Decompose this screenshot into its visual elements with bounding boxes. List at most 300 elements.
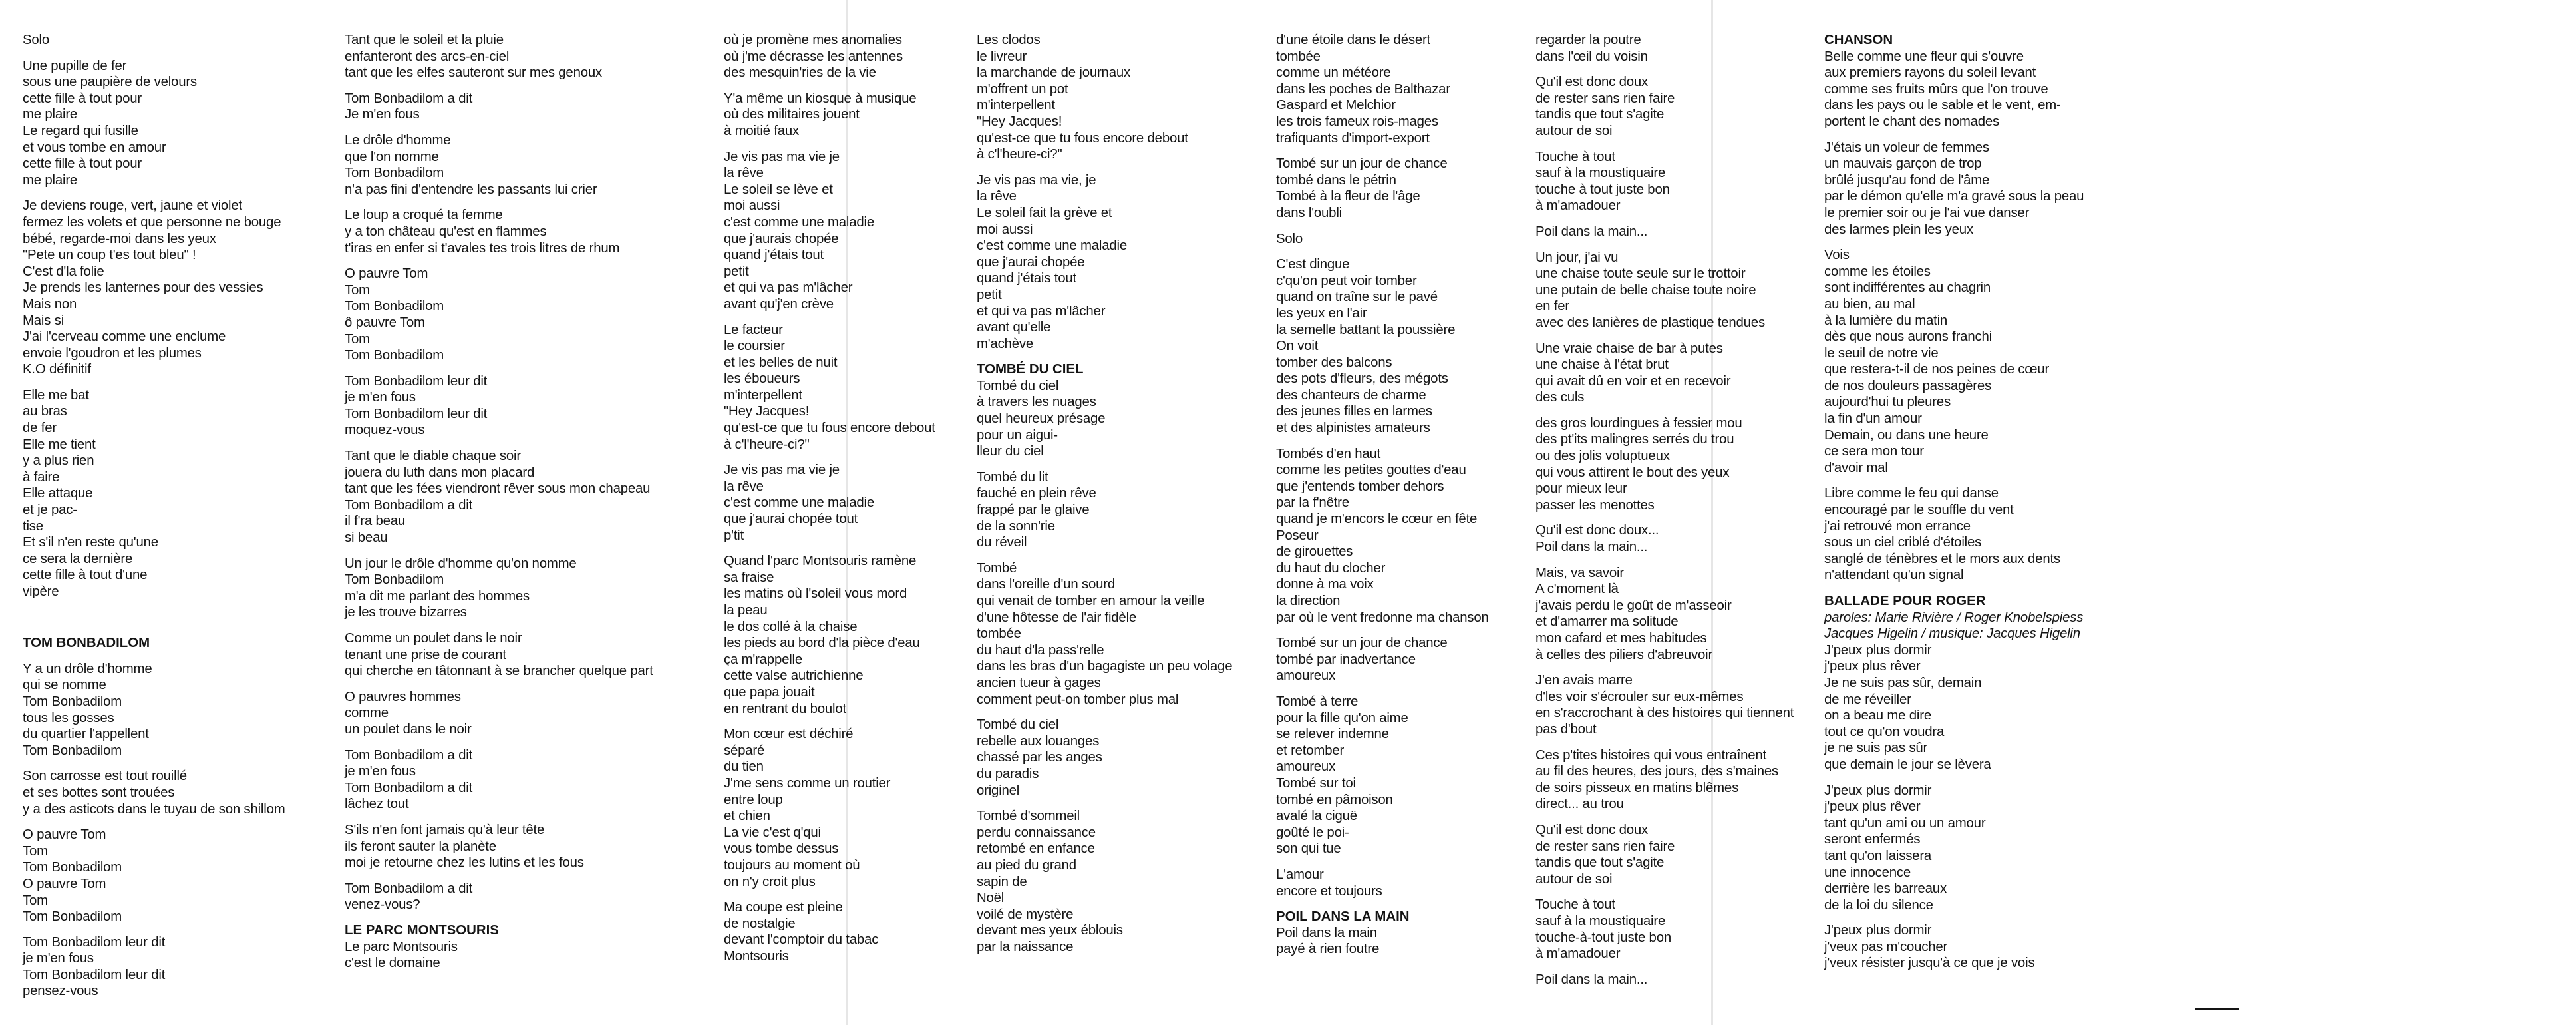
- lyric-line: la fin d'un amour: [1824, 411, 1922, 427]
- lyric-line: Qu'il est donc doux: [1535, 75, 1648, 90]
- lyric-line: Tom Bonbadilom a dit: [345, 497, 473, 512]
- lyric-line: rebelle aux louanges: [977, 733, 1100, 749]
- lyric-line: et retomber: [1276, 743, 1345, 758]
- lyrics-column-2: [345, 32, 653, 972]
- lyric-line: fermez les volets et que personne ne bouge: [23, 214, 281, 230]
- lyric-line: d'avoir mal: [1824, 460, 1888, 475]
- stanza: [1535, 897, 1794, 962]
- stanza-gap: [1276, 684, 1489, 694]
- lyric-line: Je ne suis pas sûr, demain: [1824, 675, 1982, 690]
- lyric-line: Tom Bonbadilom a dit: [345, 780, 473, 795]
- lyric-line: et je pac-: [23, 503, 77, 518]
- lyrics-column-7: [1824, 32, 2084, 972]
- lyric-line: à m'amadouer: [1535, 946, 1621, 962]
- lyric-line: séparé: [724, 743, 765, 758]
- lyric-line: t'iras en enfer si t'avales tes trois litres de rhum: [345, 240, 620, 256]
- stanza: [1276, 256, 1489, 437]
- lyric-line: goûté le poi-: [1276, 825, 1349, 840]
- lyric-line: passer les menottes: [1535, 497, 1655, 512]
- lyric-line: d'une étoile dans le désert: [1276, 33, 1431, 47]
- stanza: [1824, 642, 2084, 773]
- stanza: [23, 32, 285, 49]
- lyrics-column-3: [724, 32, 935, 964]
- lyric-line: la rêve: [724, 166, 764, 181]
- lyric-line: cette fille à tout d'une: [23, 568, 148, 583]
- stanza-gap: [345, 680, 653, 689]
- stanza: [23, 768, 285, 817]
- lyric-line: Tom Bonbadilom: [23, 743, 122, 758]
- song-title: BALLADE POUR ROGER: [1824, 594, 1986, 608]
- lyric-line: touche à tout juste bon: [1535, 182, 1670, 197]
- stanza: [1276, 32, 1489, 146]
- lyric-line: qui cherche en tâtonnant à se brancher quelque part: [345, 664, 653, 679]
- lyric-line: de fer: [23, 421, 57, 436]
- lyric-line: quand je m'encors le cœur en fête: [1276, 512, 1478, 527]
- lyric-line: amoureux: [1276, 668, 1336, 684]
- stanza-gap: [977, 460, 1232, 469]
- lyric-line: retombé en enfance: [977, 841, 1095, 857]
- lyric-line: O pauvres hommes: [345, 689, 461, 704]
- lyric-line: à travers les nuages: [977, 395, 1096, 410]
- stanza: [977, 469, 1232, 551]
- stanza-gap: [1535, 556, 1794, 565]
- stanza-gap: [23, 188, 285, 198]
- lyric-line: Le loup a croqué ta femme: [345, 208, 503, 223]
- lyric-line: qui vous attirent le bout des yeux: [1535, 465, 1730, 480]
- lyric-line: ancien tueur à gages: [977, 675, 1101, 690]
- lyric-line: Le drôle d'homme: [345, 132, 451, 148]
- lyric-line: et des alpinistes amateurs: [1276, 421, 1430, 436]
- lyric-line: ô pauvre Tom: [345, 315, 425, 330]
- stanza: [724, 32, 935, 81]
- lyric-line: Ma coupe est pleine: [724, 900, 843, 915]
- lyric-line: entre loup: [724, 792, 783, 807]
- lyric-line: sauf à la moustiquaire: [1535, 166, 1666, 181]
- lyric-line: Demain, ou dans une heure: [1824, 427, 1989, 443]
- lyric-line: à c'l'heure-ci?": [724, 437, 810, 452]
- stanza-gap: [1535, 140, 1794, 149]
- stanza-gap: [977, 551, 1232, 560]
- lyric-line: où je promène mes anomalies: [724, 33, 902, 47]
- lyric-line: Touche à tout: [1535, 149, 1615, 164]
- lyric-line: tombé par inadvertance: [1276, 652, 1416, 667]
- lyric-line: et vous tombe en amour: [23, 140, 166, 155]
- lyric-line: Tom Bonbadilom leur dit: [23, 934, 166, 950]
- lyric-line: c'qu'on peut voir tomber: [1276, 273, 1417, 288]
- stanza-gap: [1824, 584, 2084, 593]
- stanza-gap: [345, 813, 653, 822]
- lyric-line: La vie c'est q'qui: [724, 825, 821, 840]
- stanza: [1276, 867, 1489, 899]
- stanza-gap: [345, 256, 653, 266]
- lyric-line: Et s'il n'en reste qu'une: [23, 535, 158, 550]
- lyric-line: de rester sans rien faire: [1535, 91, 1675, 106]
- lyric-line: "Pete un coup t'es tout bleu" !: [23, 248, 196, 263]
- stanza: [23, 610, 285, 626]
- lyric-line: les trois fameux rois-mages: [1276, 114, 1438, 129]
- lyric-line: me plaire: [23, 172, 78, 188]
- stanza-gap: [724, 313, 935, 322]
- lyric-line: des chanteurs de charme: [1276, 387, 1426, 403]
- lyric-line: envoie l'goudron et les plumes: [23, 345, 202, 361]
- lyric-line: Poil dans la main...: [1535, 540, 1648, 555]
- stanza-gap: [1535, 240, 1794, 250]
- stanza-gap: [345, 871, 653, 881]
- lyric-line: regarder la poutre: [1535, 33, 1641, 47]
- lyric-line: et d'amarrer ma solitude: [1535, 614, 1679, 630]
- lyric-line: je m'en fous: [23, 951, 94, 966]
- lyric-line: un poulet dans le noir: [345, 721, 472, 737]
- lyric-line: portent le chant des nomades: [1824, 114, 2000, 129]
- stanza-gap: [724, 81, 935, 91]
- lyric-line: petit: [977, 287, 1002, 302]
- lyric-line: je les trouve bizarres: [345, 605, 467, 620]
- lyric-line: que j'aurai chopée: [977, 254, 1085, 270]
- lyric-line: Qu'il est donc doux: [1535, 822, 1648, 837]
- lyric-line: c'est comme une maladie: [724, 214, 874, 230]
- lyric-line: Tom: [345, 282, 370, 298]
- stanza-gap: [345, 81, 653, 91]
- lyric-line: que j'entends tomber dehors: [1276, 479, 1444, 494]
- stanza: [1824, 140, 2084, 238]
- lyric-line: la direction: [1276, 594, 1341, 608]
- lyric-line: en s'raccrochant à des histoires qui tiennent: [1535, 706, 1794, 721]
- lyric-line: Tombé du lit: [977, 469, 1048, 485]
- lyric-line: je ne suis pas sûr: [1824, 741, 1928, 756]
- lyric-line: j'avais perdu le goût de m'asseoir: [1535, 598, 1732, 613]
- lyric-line: Tant que le diable chaque soir: [345, 449, 521, 464]
- stanza: [1276, 925, 1489, 958]
- lyric-line: à faire: [23, 469, 60, 485]
- lyric-line: à la lumière du matin: [1824, 313, 1948, 328]
- lyric-line: Tom Bonbadilom: [23, 694, 122, 709]
- stanza: [1535, 822, 1794, 887]
- lyric-line: de rester sans rien faire: [1535, 839, 1675, 854]
- lyric-line: moi aussi: [724, 198, 780, 214]
- stanza: [23, 934, 285, 1000]
- song-title-block: [1824, 593, 2084, 610]
- lyric-line: j'peux plus rêver: [1824, 799, 1921, 815]
- lyric-line: au fil des heures, des jours, des s'maines: [1535, 764, 1778, 779]
- stanza-gap: [1535, 738, 1794, 747]
- lyric-line: avant qu'j'en crève: [724, 296, 834, 311]
- lyric-line: je m'en fous: [345, 390, 416, 405]
- lyric-line: j'peux plus rêver: [1824, 659, 1921, 674]
- stanza-gap: [345, 546, 653, 556]
- lyric-line: autour de soi: [1535, 871, 1613, 887]
- lyric-line: à c'l'heure-ci?": [977, 147, 1062, 162]
- lyric-line: le livreur: [977, 49, 1027, 64]
- end-rule: [2195, 1008, 2239, 1010]
- lyric-line: dans les poches de Balthazar: [1276, 81, 1450, 97]
- stanza-gap: [345, 621, 653, 630]
- song-credits: [1824, 610, 2084, 642]
- stanza: [977, 717, 1232, 799]
- lyric-line: J'peux plus dormir: [1824, 923, 1932, 938]
- lyric-line: lâchez tout: [345, 797, 409, 812]
- lyric-line: du paradis: [977, 766, 1039, 781]
- lyric-line: les pieds au bord d'la pièce d'eau: [724, 636, 920, 651]
- lyric-line: Solo: [23, 33, 50, 47]
- lyric-line: m'achève: [977, 336, 1034, 351]
- lyric-line: Une pupille de fer: [23, 58, 127, 73]
- lyric-line: se relever indemne: [1276, 727, 1389, 742]
- stanza-gap: [345, 123, 653, 132]
- lyric-line: autour de soi: [1535, 123, 1613, 138]
- lyric-line: tombée: [977, 626, 1021, 642]
- lyric-line: Tom: [345, 331, 370, 347]
- lyric-line: au pied du grand: [977, 857, 1076, 873]
- lyric-line: j'veux résister jusqu'à ce que je vois: [1824, 956, 2035, 971]
- lyric-line: jouera du luth dans mon placard: [345, 465, 535, 480]
- stanza: [1276, 635, 1489, 684]
- lyric-line: Tom Bonbadilom leur dit: [345, 406, 488, 421]
- lyric-line: les éboueurs: [724, 371, 800, 387]
- lyric-line: Tom Bonbadilom a dit: [345, 91, 473, 106]
- lyrics-column-4: [977, 32, 1232, 955]
- lyric-line: tise: [23, 518, 43, 534]
- stanza: [1276, 446, 1489, 626]
- lyric-line: dans les bras d'un bagagiste un peu volage: [977, 659, 1233, 674]
- stanza: [345, 266, 653, 364]
- lyric-line: avalé la ciguë: [1276, 809, 1357, 824]
- lyric-line: venez-vous?: [345, 897, 420, 913]
- stanza: [345, 132, 653, 198]
- lyric-line: Tombés d'en haut: [1276, 446, 1381, 461]
- lyric-line: Libre comme le feu qui danse: [1824, 486, 1999, 501]
- lyric-line: Tombé: [977, 560, 1017, 576]
- lyric-line: perdu connaissance: [977, 825, 1096, 840]
- lyric-line: ça m'rappelle: [724, 652, 803, 667]
- lyric-line: derrière les barreaux: [1824, 881, 1947, 897]
- lyric-line: une chaise toute seule sur le trottoir: [1535, 266, 1746, 282]
- lyric-line: et qui va pas m'lâcher: [724, 280, 853, 296]
- stanza-gap: [1824, 773, 2084, 783]
- stanza: [1276, 231, 1489, 248]
- lyric-line: aujourd'hui tu pleures: [1824, 395, 1951, 410]
- stanza-gap: [1535, 331, 1794, 341]
- lyric-line: la peau: [724, 603, 768, 618]
- lyric-line: tombé dans le pétrin: [1276, 172, 1396, 188]
- lyric-line: petit: [724, 264, 749, 279]
- lyric-line: "Hey Jacques!: [724, 404, 810, 419]
- song-title-block: [345, 922, 653, 939]
- lyric-line: me plaire: [23, 107, 78, 122]
- stanza-gap: [1535, 214, 1794, 224]
- lyric-line: payé à rien foutre: [1276, 942, 1380, 957]
- lyric-line: Poil dans la main: [1276, 925, 1377, 940]
- stanza: [1824, 485, 2084, 584]
- lyric-line: sont indifférentes au chagrin: [1824, 280, 1991, 296]
- lyric-line: S'ils n'en font jamais qu'à leur tête: [345, 822, 545, 837]
- lyric-line: la rêve: [724, 479, 764, 494]
- lyric-line: Mais, va savoir: [1535, 565, 1624, 580]
- lyric-line: mon cafard et mes habitudes: [1535, 631, 1707, 646]
- stanza-gap: [1535, 962, 1794, 972]
- lyric-line: par la f'nêtre: [1276, 495, 1349, 511]
- lyric-line: une putain de belle chaise toute noire: [1535, 282, 1756, 298]
- stanza: [977, 808, 1232, 955]
- credit-line: Jacques Higelin / musique: Jacques Higelin: [1824, 626, 2080, 642]
- lyric-line: Son carrosse est tout rouillé: [23, 769, 187, 784]
- stanza: [1535, 341, 1794, 406]
- stanza: [345, 822, 653, 871]
- lyrics-column-6: [1535, 32, 1794, 988]
- lyric-line: tout ce qu'on voudra: [1824, 724, 1945, 739]
- stanza-gap: [1535, 887, 1794, 897]
- stanza-gap: [977, 163, 1232, 172]
- lyric-line: brûlé jusqu'au fond de l'âme: [1824, 172, 1990, 188]
- lyric-line: O pauvre Tom: [23, 827, 106, 843]
- lyric-line: par la naissance: [977, 939, 1074, 954]
- lyric-line: sapin de: [977, 874, 1027, 889]
- lyric-line: tombée: [1276, 49, 1321, 64]
- stanza-gap: [23, 652, 285, 661]
- stanza-gap: [724, 453, 935, 462]
- lyric-line: avec des lanières de plastique tendues: [1535, 315, 1765, 330]
- stanza-gap: [23, 49, 285, 58]
- song-title: LE PARC MONTSOURIS: [345, 922, 499, 938]
- lyric-line: J'peux plus dormir: [1824, 783, 1932, 798]
- lyric-line: son qui tue: [1276, 841, 1341, 857]
- lyric-line: la marchande de journaux: [977, 65, 1130, 81]
- lyric-line: Ces p'tites histoires qui vous entraînent: [1535, 747, 1767, 763]
- lyric-line: "Hey Jacques!: [977, 114, 1062, 129]
- stanza: [23, 661, 285, 759]
- lyric-line: que j'aurais chopée: [724, 231, 839, 246]
- lyric-line: J'me sens comme un routier: [724, 775, 891, 791]
- lyric-line: et ses bottes sont trouées: [23, 785, 175, 800]
- stanza-gap: [1824, 913, 2084, 922]
- lyric-line: Tombé à la fleur de l'âge: [1276, 189, 1420, 204]
- lyric-line: encore et toujours: [1276, 883, 1382, 899]
- lyric-line: pour mieux leur: [1535, 481, 1627, 497]
- lyric-line: Elle me tient: [23, 437, 96, 452]
- song-title: CHANSON: [1824, 33, 1893, 47]
- stanza-gap: [23, 378, 285, 387]
- lyric-line: Mais non: [23, 296, 77, 311]
- lyric-line: C'est dingue: [1276, 257, 1350, 272]
- lyric-line: dans l'oreille d'un sourd: [977, 577, 1115, 592]
- lyric-line: et les belles de nuit: [724, 355, 838, 370]
- lyric-line: Je vis pas ma vie, je: [977, 172, 1096, 188]
- lyric-line: si beau: [345, 530, 388, 546]
- lyric-line: J'en avais marre: [1535, 673, 1633, 688]
- lyric-line: comme ses fruits mûrs que l'on trouve: [1824, 81, 2048, 97]
- lyric-line: du tien: [724, 759, 764, 775]
- lyric-line: où des militaires jouent: [724, 107, 860, 122]
- stanza: [345, 207, 653, 256]
- stanza: [724, 322, 935, 453]
- lyric-line: cette valse autrichienne: [724, 668, 864, 684]
- lyric-line: m'a dit me parlant des hommes: [345, 588, 530, 604]
- lyric-line: J'ai l'cerveau comme une enclume: [23, 329, 226, 345]
- lyric-line: où j'me décrasse les antennes: [724, 49, 903, 64]
- stanza-gap: [345, 738, 653, 747]
- lyric-line: on n'y croit plus: [724, 874, 816, 889]
- lyric-line: Le regard qui fusille: [23, 123, 138, 138]
- lyric-line: le premier soir ou je l'ai vue danser: [1824, 205, 2030, 220]
- lyric-line: A c'moment là: [1535, 582, 1619, 597]
- lyric-line: Belle comme une fleur qui s'ouvre: [1824, 49, 2024, 64]
- lyric-line: y a ton château qu'est en flammes: [345, 224, 547, 239]
- stanza: [977, 378, 1232, 460]
- lyric-line: des mesquin'ries de la vie: [724, 65, 876, 81]
- lyric-line: de nostalgie: [724, 916, 796, 931]
- lyric-line: n'a pas fini d'entendre les passants lui crier: [345, 182, 597, 197]
- lyric-line: Tom Bonbadilom leur dit: [345, 373, 488, 389]
- lyric-line: Tombé d'sommeil: [977, 809, 1080, 824]
- stanza-gap: [1535, 663, 1794, 672]
- lyric-line: seront enfermés: [1824, 832, 1921, 847]
- lyric-line: tombé en pâmoison: [1276, 792, 1393, 807]
- lyric-line: Je vis pas ma vie je: [724, 463, 840, 478]
- lyric-line: n'attendant qu'un signal: [1824, 568, 1964, 583]
- stanza-gap: [345, 198, 653, 207]
- lyric-line: une chaise à l'état brut: [1535, 357, 1669, 373]
- lyric-line: voilé de mystère: [977, 907, 1074, 922]
- lyric-line: en fer: [1535, 299, 1569, 314]
- lyric-line: Vois: [1824, 248, 1850, 263]
- stanza: [977, 32, 1232, 163]
- lyric-line: au bien, au mal: [1824, 296, 1915, 311]
- lyric-line: C'est d'la folie: [23, 264, 104, 279]
- stanza: [23, 58, 285, 189]
- stanza-gap: [23, 626, 285, 635]
- lyric-line: pour la fille qu'on aime: [1276, 710, 1408, 725]
- lyric-line: Le soleil se lève et: [724, 182, 833, 197]
- stanza-gap: [1824, 238, 2084, 247]
- lyric-line: dans l'œil du voisin: [1535, 49, 1648, 64]
- lyric-line: le coursier: [724, 339, 785, 354]
- stanza: [1824, 783, 2084, 914]
- stanza: [724, 553, 935, 717]
- lyric-line: Gaspard et Melchior: [1276, 98, 1396, 113]
- lyric-line: Montsouris: [724, 948, 789, 964]
- stanza: [977, 172, 1232, 353]
- lyric-line: L'amour: [1276, 867, 1324, 882]
- stanza: [724, 91, 935, 140]
- lyric-line: des jeunes filles en larmes: [1276, 404, 1432, 419]
- lyric-line: moi aussi: [977, 222, 1033, 237]
- lyric-line: à m'amadouer: [1535, 198, 1621, 214]
- lyric-line: devant l'comptoir du tabac: [724, 932, 879, 948]
- lyric-line: en rentrant du boulot: [724, 701, 846, 716]
- lyric-line: cette fille à tout pour: [23, 91, 142, 106]
- lyric-line: direct... au trou: [1535, 797, 1624, 812]
- stanza: [1276, 694, 1489, 857]
- lyric-line: On voit: [1276, 339, 1319, 354]
- lyric-line: un mauvais garçon de trop: [1824, 156, 1982, 172]
- lyrics-column-1: [23, 32, 285, 1000]
- lyric-line: quand j'étais tout: [724, 248, 824, 263]
- stanza: [1276, 156, 1489, 221]
- lyric-line: Tombé à terre: [1276, 694, 1359, 709]
- lyric-line: des gros lourdingues à fessier mou: [1535, 415, 1742, 431]
- stanza: [1535, 250, 1794, 331]
- lyric-line: trafiquants d'import-export: [1276, 130, 1430, 146]
- lyric-line: Le parc Montsouris: [345, 939, 458, 954]
- lyric-line: du quartier l'appellent: [23, 727, 149, 742]
- stanza: [724, 149, 935, 313]
- stanza-gap: [1276, 247, 1489, 256]
- lyric-line: Tom Bonbadilom: [345, 572, 444, 588]
- lyric-line: comment peut-on tomber plus mal: [977, 692, 1179, 707]
- lyric-line: chassé par les anges: [977, 750, 1102, 765]
- lyric-line: quand on traîne sur le pavé: [1276, 290, 1438, 305]
- lyric-line: comme les étoiles: [1824, 264, 1931, 279]
- lyric-line: ce sera la dernière: [23, 551, 133, 566]
